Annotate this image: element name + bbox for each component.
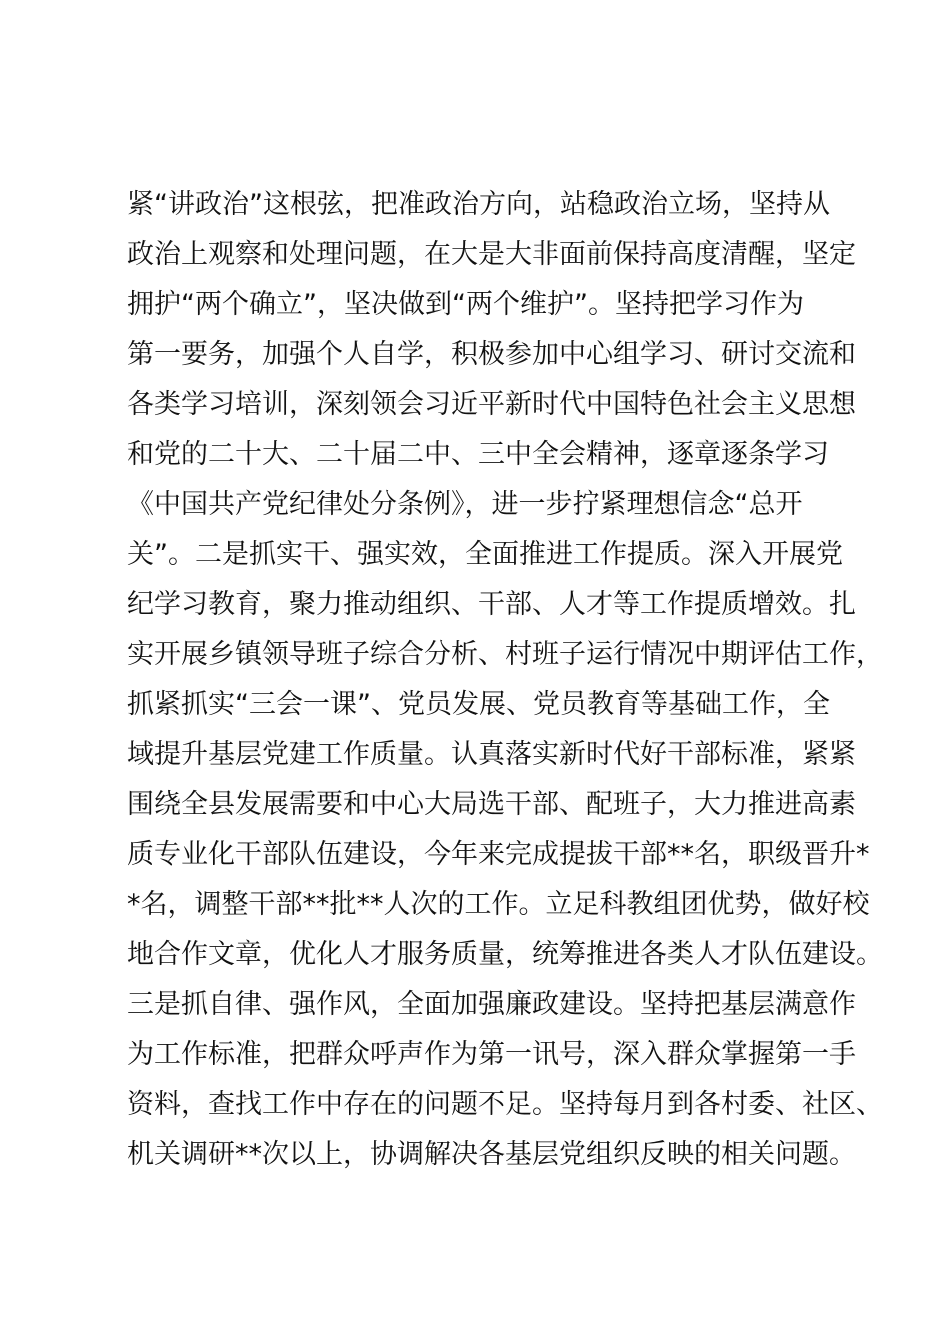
- text-line: 为工作标准，把群众呼声作为第一讯号，深入群众掌握第一手: [127, 1039, 856, 1070]
- text-line: 各类学习培训，深刻领会习近平新时代中国特色社会主义思想: [127, 389, 856, 420]
- text-line: 拥护“两个确立”，坚决做到“两个维护”。坚持把学习作为: [127, 289, 804, 320]
- body-paragraph: [127, 180, 883, 1180]
- text-line: 资料，查找工作中存在的问题不足。坚持每月到各村委、社区、: [127, 1089, 883, 1120]
- text-line: *名，调整干部**批**人次的工作。立足科教组团优势，做好校: [127, 889, 870, 920]
- text-line: 三是抓自律、强作风，全面加强廉政建设。坚持把基层满意作: [127, 989, 856, 1020]
- text-line: 质专业化干部队伍建设，今年来完成提拔干部**名，职级晋升*: [127, 839, 870, 870]
- text-line: 围绕全县发展需要和中心大局选干部、配班子，大力推进高素: [127, 789, 856, 820]
- text-line: 纪学习教育，聚力推动组织、干部、人才等工作提质增效。扎: [127, 589, 856, 620]
- text-line: 地合作文章，优化人才服务质量，统筹推进各类人才队伍建设。: [127, 939, 883, 970]
- text-line: 关”。二是抓实干、强实效，全面推进工作提质。深入开展党: [127, 539, 843, 570]
- text-line: 政治上观察和处理问题，在大是大非面前保持高度清醒，坚定: [127, 239, 856, 270]
- text-line: 第一要务，加强个人自学，积极参加中心组学习、研讨交流和: [127, 339, 856, 370]
- text-line: 实开展乡镇领导班子综合分析、村班子运行情况中期评估工作，: [127, 639, 883, 670]
- text-line: 机关调研**次以上，协调解决各基层党组织反映的相关问题。: [127, 1139, 856, 1170]
- text-line: 域提升基层党建工作质量。认真落实新时代好干部标准，紧紧: [127, 739, 856, 770]
- text-line: 和党的二十大、二十届二中、三中全会精神，逐章逐条学习: [127, 439, 829, 470]
- text-line: 紧“讲政治”这根弦，把准政治方向，站稳政治立场，坚持从: [127, 189, 830, 220]
- text-line: 抓紧抓实“三会一课”、党员发展、党员教育等基础工作，全: [127, 689, 830, 720]
- text-line: 《中国共产党纪律处分条例》，进一步拧紧理想信念“总开: [127, 489, 803, 520]
